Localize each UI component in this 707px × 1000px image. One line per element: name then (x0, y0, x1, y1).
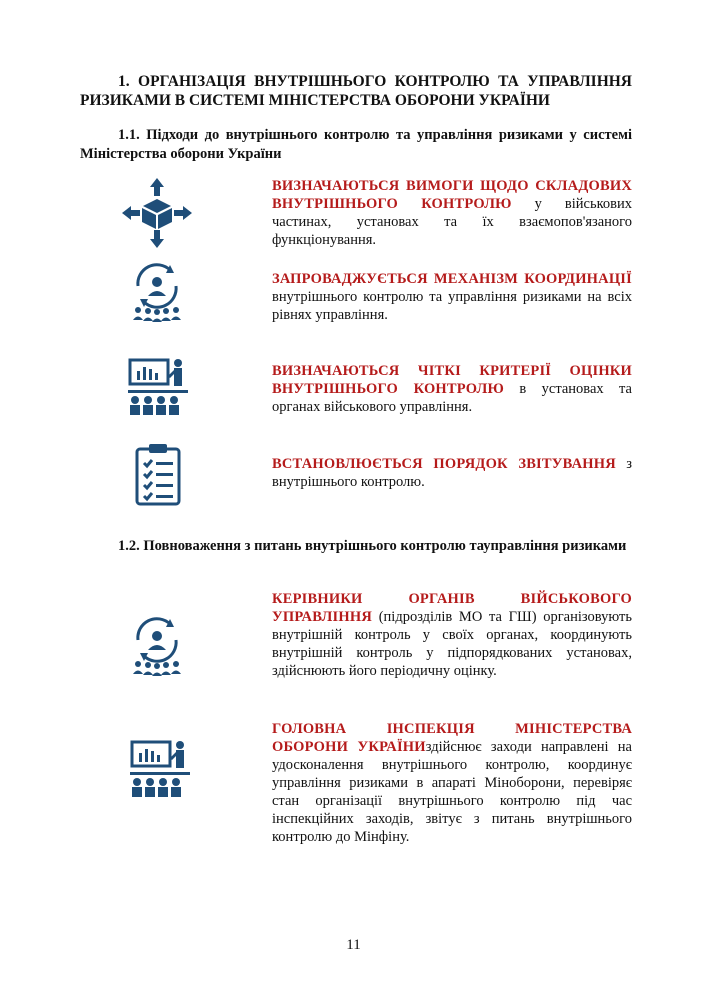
chapter-heading: 1. ОРГАНІЗАЦІЯ ВНУТРІШНЬОГО КОНТРОЛЮ ТА УПРАВЛІННЯ РИЗИКАМИ В СИСТЕМІ МІНІСТЕРСТВА ОБОРОНИ УКРАЇНИ (80, 73, 632, 109)
item-highlight: КЕРІВНИКИ ОРГАНІВ ВІЙСЬКОВОГО УПРАВЛІННЯ (272, 591, 632, 625)
section-1-1-item-4 (272, 455, 632, 491)
item-highlight: ВСТАНОВЛЮЄТЬСЯ ПОРЯДОК ЗВІТУВАННЯ (272, 456, 616, 472)
item-highlight: ВИЗНАЧАЮТЬСЯ ЧІТКІ КРИТЕРІЇ ОЦІНКИ ВНУТРІШНЬОГО КОНТРОЛЮ (272, 363, 632, 397)
item-highlight: ГОЛОВНА ІНСПЕКЦІЯ МІНІСТЕРСТВА ОБОРОНИ УКРАЇНИ (272, 721, 632, 755)
coordination-people-icon (130, 262, 184, 324)
section-1-2-item-1 (272, 590, 632, 680)
section-1-1-item-3 (272, 362, 632, 416)
item-text: у військових частинах, установах та їх взаємопов'язаного функціонування. (272, 196, 632, 248)
section-1-2-heading: 1.2. Повноваження з питань внутрішнього контролю тауправління ризиками (118, 538, 627, 554)
item-text: в установах та органах військового управління. (272, 381, 632, 415)
item-text: здійснює заходи направлені на удосконалення внутрішнього контролю, координує управління ризиками в апараті Міноборони, перевіряє стан організації внутрішнього контролю під час інспекційних заходів, звітує з питань внутрішнього контролю до Мінфіну. (272, 739, 632, 845)
presentation-audience-icon (128, 738, 192, 800)
section-1-1-item-1 (272, 177, 632, 249)
item-highlight: ЗАПРОВАДЖУЄТЬСЯ МЕХАНІЗМ КООРДИНАЦІЇ (272, 271, 632, 287)
section-1-2-item-2 (272, 720, 632, 846)
item-highlight: ВИЗНАЧАЮТЬСЯ ВИМОГИ ЩОДО СКЛАДОВИХ ВНУТРІШНЬОГО КОНТРОЛЮ (272, 178, 632, 212)
page-number: 11 (346, 937, 361, 953)
section-1-1-item-2 (272, 270, 632, 324)
item-text: внутрішнього контролю та управління ризиками на всіх рівнях управління. (272, 289, 632, 323)
section-1-1-heading: 1.1. Підходи до внутрішнього контролю та управління ризиками у системі Міністерства оборони України (80, 127, 632, 162)
item-text: з внутрішнього контролю. (272, 456, 632, 490)
cube-arrows-icon (120, 176, 194, 250)
clipboard-checklist-icon (134, 441, 182, 507)
coordination-people-icon (130, 616, 184, 678)
presentation-audience-icon (126, 356, 190, 418)
item-text: (підрозділів МО та ГШ) організовують внутрішній контроль у своїх органах, координують внутрішній контроль у підпорядкованих установах, здійснюють його періодичну оцінку. (272, 609, 632, 679)
